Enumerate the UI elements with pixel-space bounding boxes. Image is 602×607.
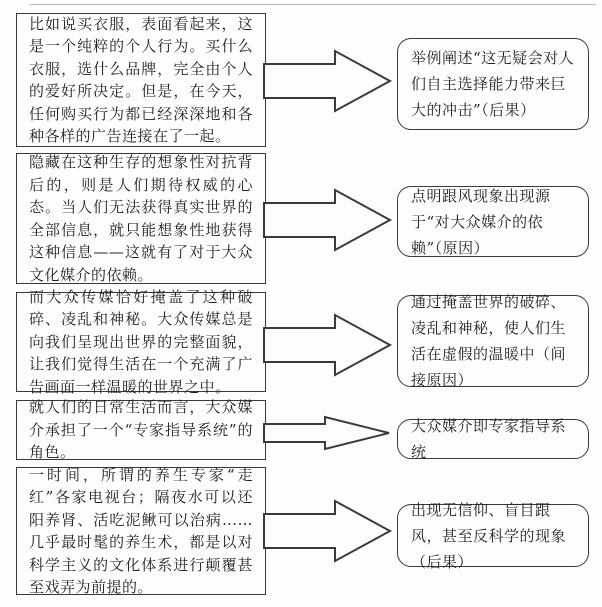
source-text-2: 隐藏在这种生存的想象性对抗背后的，则是人们期待权威的心态。当人们无法获得真实世界的全部信息，就只能想象性地获得这种信息——这就有了对于大众文化媒介的依赖。: [29, 153, 253, 284]
summary-text-5: 出现无信仰、盲目跟风，甚至反科学的现象（后果）: [411, 500, 567, 571]
source-text-box-4: [16, 400, 266, 460]
source-text-box-5: [16, 467, 266, 595]
source-text-4: 就人们的日常生活而言，大众媒介承担了一个“专家指导系统”的角色。: [29, 398, 253, 462]
summary-text-1: 举例阐述“这无疑会对人们自主选择能力带来巨大的冲击”（后果）: [411, 49, 575, 119]
block-arrow-right-icon: [263, 188, 393, 252]
summary-text-4: 大众媒介即专家指导系统: [411, 417, 567, 461]
summary-box-2: [397, 186, 589, 257]
block-arrow-right-icon: [263, 313, 393, 377]
source-text-3: 而大众传媒恰好掩盖了这种破碎、凌乱和神秘。大众传媒总是向我们呈现出世界的完整面貌，让我们觉得生活在一个充满了广告画面一样温暖的世界之中。: [29, 287, 253, 396]
summary-box-5: [397, 500, 589, 571]
source-text-box-1: [16, 13, 266, 147]
top-divider: [30, 4, 596, 5]
summary-box-1: [397, 38, 589, 130]
source-text-box-2: [16, 153, 266, 284]
block-arrow-right-icon: [263, 415, 391, 451]
summary-text-3: 通过掩盖世界的破碎、凌乱和神秘，使人们生活在虚假的温暖中（间接原因）: [411, 293, 567, 389]
source-text-5: 一时间，所谓的养生专家“走红”各家电视台；隔夜水可以还阳养肾、活吃泥鳅可以治病……几乎最时髦的养生术，都是以对科学主义的文化体系进行颠覆甚至戏弄为前提的。: [29, 465, 253, 596]
source-text-1: 比如说买衣服，表面看起来，这是一个纯粹的个人行为。买什么衣服，选什么品牌，完全由个人的爱好所决定。但是，在今天，任何购买行为都已经深深地和各种各样的广告连接在了一起。: [29, 14, 253, 145]
summary-box-3: [397, 295, 589, 387]
source-text-box-3: [16, 287, 266, 396]
block-arrow-right-icon: [263, 499, 393, 563]
summary-text-2: 点明跟风现象出现源于“对大众媒介的依赖”（原因）: [411, 186, 551, 257]
block-arrow-right-icon: [263, 49, 393, 113]
summary-box-4: [397, 419, 589, 459]
